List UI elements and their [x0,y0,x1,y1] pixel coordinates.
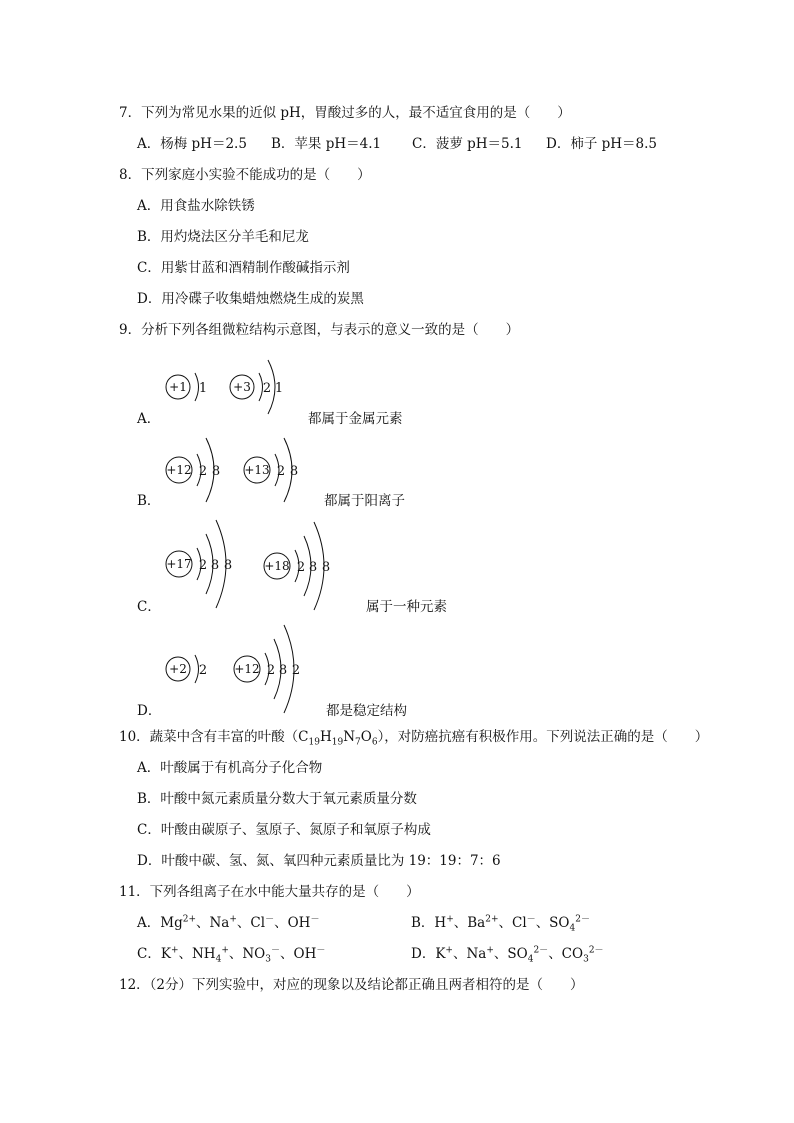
ion: 、OH [274,915,311,931]
ion: 、NH [178,946,216,962]
q7-option-c: C．菠萝 pH＝5.1 [412,136,523,152]
formula-element: H [319,729,332,745]
q9-option-b-letter: B． [137,493,161,509]
q9-option-c-desc: 属于一种元素 [366,599,447,615]
atom-diagram [238,432,308,508]
shell-electrons: 2 [296,560,306,575]
shell-electrons: 2 [198,464,208,479]
ion: 、Cl [498,915,527,931]
q11-option-a [137,913,319,933]
question-11-stem: 11．下列各组离子在水中能大量共存的是（ ） [119,884,420,900]
q7-option-d: D．柿子 pH＝8.5 [546,136,657,152]
nucleus-label: +12 [166,463,192,477]
q9-option-d-desc: 都是稳定结构 [326,703,407,719]
ion-charge: － [310,914,320,925]
formula-subscript: 19 [331,737,344,748]
ion-charge: + [446,914,454,925]
ion-subscript: 3 [265,954,271,965]
ion: Mg [160,915,183,931]
question-7-stem: 7．下列为常见水果的近似 pH，胃酸过多的人，最不适宜食用的是（ ） [119,105,571,121]
atom-diagram [258,514,338,614]
ion-charge: + [445,945,453,956]
q10-option-a: A．叶酸属于有机高分子化合物 [137,760,323,776]
shell-electrons: 8 [223,558,233,573]
q9-option-d-letter: D． [137,703,162,719]
q11-option-d [411,944,604,964]
ion-charge: － [526,914,536,925]
ion: K [160,946,171,962]
shell-electrons: 1 [198,381,208,396]
ion-charge: + [221,945,229,956]
nucleus-label: +17 [166,557,192,571]
q9-option-c-letter: C． [137,599,161,615]
shell-electrons: 8 [211,464,221,479]
atom-diagram [228,620,318,720]
option-letter: B． [411,915,435,931]
shell-electrons: 2 [291,663,301,678]
option-letter: D． [411,946,436,962]
shell-electrons: 2 [198,663,208,678]
ion-charge: － [316,945,326,956]
ion: H [434,915,447,931]
shell-electrons: 8 [289,464,299,479]
ion: 、SO [493,946,528,962]
nucleus-label: +12 [234,662,260,676]
q10-stem-start: 10．蔬菜中含有丰富的叶酸（C [119,729,309,745]
q10-option-c: C．叶酸由碳原子、氢原子、氮原子和氧原子构成 [137,822,431,838]
formula-element: N [343,729,356,745]
q10-option-b: B．叶酸中氮元素质量分数大于氧元素质量分数 [137,791,417,807]
question-12-stem: 12．（2分）下列实验中，对应的现象以及结论都正确且两者相符的是（ ） [119,977,584,993]
nucleus-label: +1 [169,380,187,394]
shell-electrons: 8 [278,663,288,678]
atom-diagram [160,362,220,412]
question-10-stem [119,727,708,747]
shell-electrons: 8 [308,560,318,575]
ion-subscript: 3 [583,954,589,965]
shell-electrons: 2 [266,663,276,678]
ion-charge: 2+ [182,914,196,925]
atom-diagram [226,352,296,422]
ion-charge: 2－ [533,945,549,956]
ion-charge: － [270,945,280,956]
ion-charge: － [265,914,275,925]
nucleus-label: +2 [169,662,187,676]
q8-option-b: B．用灼烧法区分羊毛和尼龙 [137,229,309,245]
ion: 、Ba [453,915,486,931]
ion-subscript: 4 [215,954,222,965]
shell-electrons: 1 [274,381,284,396]
q8-option-d: D．用冷碟子收集蜡烛燃烧生成的炭黑 [137,291,364,307]
ion: 、OH [280,946,317,962]
shell-electrons: 2 [198,558,208,573]
ion: 、Na [452,946,487,962]
ion-charge: + [170,945,179,956]
ion: 、Cl [236,915,266,931]
nucleus-label: +18 [264,559,290,573]
q7-option-a: A．杨梅 pH＝2.5 [137,136,247,152]
ion-charge: + [229,914,237,925]
q8-option-c: C．用紫甘蓝和酒精制作酸碱指示剂 [137,260,350,276]
ion-subscript: 4 [527,954,534,965]
question-9-stem: 9．分析下列各组微粒结构示意图，与表示的意义一致的是（ ） [119,322,520,338]
q9-option-a-letter: A． [137,411,161,427]
option-letter: A． [137,915,161,931]
q10-stem-end: ），对防癌抗癌有积极作用。下列说法正确的是（ ） [377,729,709,745]
ion-subscript: 4 [569,923,576,934]
q9-option-b-desc: 都属于阳离子 [324,493,405,509]
ion: 、NO [228,946,266,962]
ion: 、Na [196,915,230,931]
shell-electrons: 8 [210,558,220,573]
atom-diagram [160,514,240,614]
ion: 、CO [548,946,584,962]
shell-electrons: 2 [276,464,286,479]
formula-subscript: 6 [371,737,378,748]
q11-option-c [137,944,325,964]
ion-charge: 2－ [588,945,604,956]
nucleus-label: +13 [244,463,270,477]
atom-diagram [160,644,220,694]
ion: K [435,946,446,962]
question-8-stem: 8．下列家庭小实验不能成功的是（ ） [119,167,371,183]
ion-charge: + [486,945,494,956]
ion: 、SO [535,915,570,931]
formula-element: O [360,729,372,745]
shell-electrons: 8 [321,560,331,575]
shell-electrons: 2 [262,381,272,396]
q7-option-b: B．苹果 pH＝4.1 [271,136,382,152]
formula-subscript: 7 [355,737,361,748]
nucleus-label: +3 [233,380,251,394]
formula-subscript: 19 [308,737,320,748]
ion-charge: 2+ [485,914,499,925]
q9-option-a-desc: 都属于金属元素 [308,411,403,427]
atom-diagram [160,432,230,508]
q8-option-a: A．用食盐水除铁锈 [137,198,255,214]
q10-option-d: D．叶酸中碳、氢、氮、氧四种元素质量比为 19：19：7：6 [137,853,501,869]
option-letter: C． [137,946,161,962]
q11-option-b [411,913,590,933]
ion-charge: 2－ [575,914,590,925]
